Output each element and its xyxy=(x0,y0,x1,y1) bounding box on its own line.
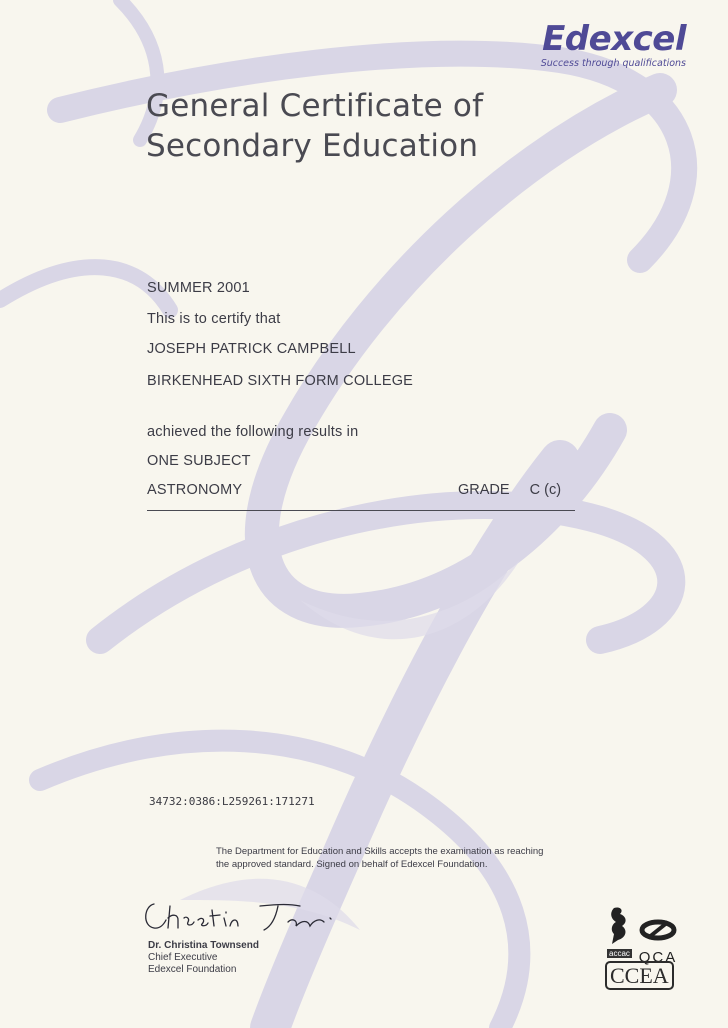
qca-logo xyxy=(636,918,680,966)
edexcel-logo xyxy=(540,19,686,69)
title-line-2: Secondary Education xyxy=(146,128,479,164)
grade-label: GRADE xyxy=(458,482,510,498)
grade-value: C (c) xyxy=(529,482,562,498)
subject-count: ONE SUBJECT xyxy=(147,453,251,469)
centre-name: BIRKENHEAD SIXTH FORM COLLEGE xyxy=(147,373,414,389)
title-line-1: General Certificate of xyxy=(146,88,484,124)
ccea-logo xyxy=(605,963,669,988)
result-grade xyxy=(458,482,561,498)
signatory-organisation: Edexcel Foundation xyxy=(148,964,237,975)
department-statement: The Department for Education and Skills accepts the examination as reaching the approved standard. Signed on behalf of Edexcel Foundation. xyxy=(216,846,544,870)
accac-label: accac xyxy=(609,949,630,958)
certify-statement: This is to certify that xyxy=(147,311,281,327)
candidate-name: JOSEPH PATRICK CAMPBELL xyxy=(147,341,356,357)
signatory-block xyxy=(148,940,259,976)
signatory-name: Dr. Christina Townsend xyxy=(148,940,259,951)
exam-session: SUMMER 2001 xyxy=(147,280,250,296)
certificate-title xyxy=(146,86,566,166)
edexcel-wordmark: Edexcel xyxy=(542,19,686,59)
edexcel-tagline: Success through qualifications xyxy=(540,58,686,69)
ccea-text: CCEA xyxy=(605,961,674,990)
reference-number: 34732:0386:L259261:171271 xyxy=(149,795,315,808)
signatory-role: Chief Executive xyxy=(148,952,218,963)
result-subject: ASTRONOMY xyxy=(147,482,243,498)
qca-mark-icon xyxy=(636,918,680,942)
achieved-statement: achieved the following results in xyxy=(147,424,359,440)
qca-text: QCA xyxy=(638,949,678,966)
accac-dragon-logo xyxy=(606,904,632,950)
results-divider xyxy=(147,510,575,511)
handwritten-signature xyxy=(140,896,340,938)
